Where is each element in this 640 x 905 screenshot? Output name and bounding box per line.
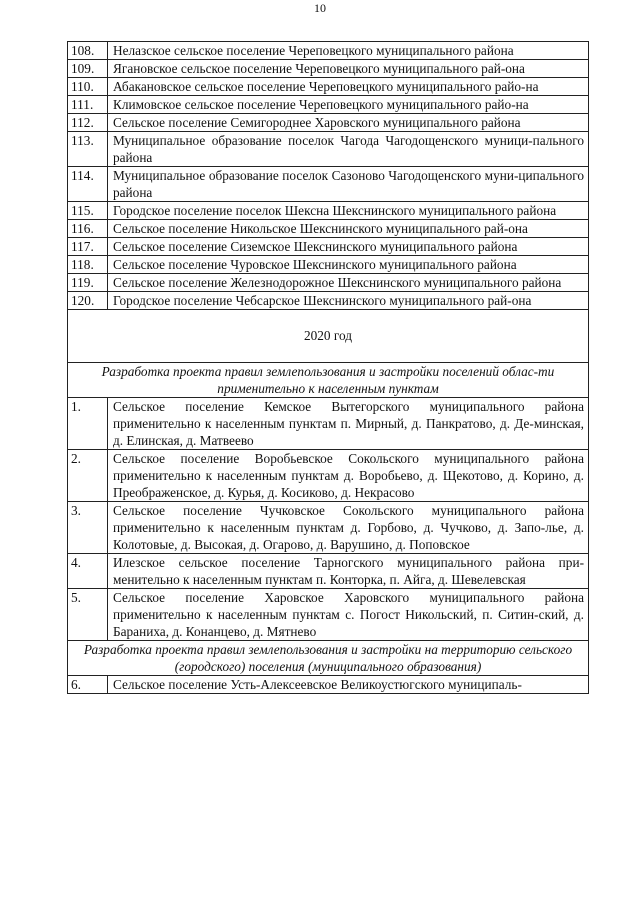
table-row bbox=[68, 554, 589, 589]
row-text: Сельское поселение Никольское Шекснинского муниципального рай-она bbox=[108, 220, 589, 238]
row-number: 109. bbox=[68, 60, 108, 78]
year-row bbox=[68, 310, 589, 363]
row-number: 112. bbox=[68, 114, 108, 132]
row-number: 118. bbox=[68, 256, 108, 274]
table-row bbox=[68, 78, 589, 96]
table-row bbox=[68, 238, 589, 256]
table-row bbox=[68, 60, 589, 78]
year-heading: 2020 год bbox=[68, 310, 589, 363]
row-text: Сельское поселение Кемское Вытегорского муниципального района применительно к населенным пунктам п. Мирный, д. Панкратово, д. Де-минская, д. Елинская, д. Матвеево bbox=[108, 398, 589, 450]
section-1-title: Разработка проекта правил землепользования и застройки поселений облас-ти применительно к населенным пунктам bbox=[68, 363, 589, 398]
section-2-row bbox=[68, 641, 589, 676]
row-number: 119. bbox=[68, 274, 108, 292]
table-row bbox=[68, 256, 589, 274]
table-row bbox=[68, 502, 589, 554]
table-row bbox=[68, 167, 589, 202]
table-row bbox=[68, 202, 589, 220]
row-text: Сельское поселение Семигороднее Харовского муниципального района bbox=[108, 114, 589, 132]
section-2 bbox=[68, 641, 589, 676]
row-number: 113. bbox=[68, 132, 108, 167]
table-row bbox=[68, 274, 589, 292]
table-row bbox=[68, 220, 589, 238]
section-1-row bbox=[68, 363, 589, 398]
row-number: 114. bbox=[68, 167, 108, 202]
row-text: Ягановское сельское поселение Череповецкого муниципального рай-она bbox=[108, 60, 589, 78]
row-number: 120. bbox=[68, 292, 108, 310]
row-text: Муниципальное образование поселок Чагода Чагодощенского муници-пального района bbox=[108, 132, 589, 167]
row-number: 5. bbox=[68, 589, 108, 641]
row-number: 116. bbox=[68, 220, 108, 238]
row-text: Сельское поселение Усть-Алексеевское Великоустюгского муниципаль- bbox=[108, 676, 589, 694]
row-text: Городское поселение Чебсарское Шекснинского муниципального рай-она bbox=[108, 292, 589, 310]
table-part-c bbox=[68, 676, 589, 694]
table-row bbox=[68, 589, 589, 641]
row-text: Сельское поселение Чуровское Шекснинского муниципального района bbox=[108, 256, 589, 274]
table-part-a bbox=[68, 42, 589, 310]
row-number: 108. bbox=[68, 42, 108, 60]
table-row bbox=[68, 132, 589, 167]
row-number: 117. bbox=[68, 238, 108, 256]
row-text: Сельское поселение Харовское Харовского муниципального района применительно к населенным пунктам с. Погост Никольский, п. Ситин-ский, д. Бараниха, д. Конанцево, д. Мятнево bbox=[108, 589, 589, 641]
section-2-title: Разработка проекта правил землепользования и застройки на территорию сельского (городского) поселения (муниципального образования) bbox=[68, 641, 589, 676]
table-part-b bbox=[68, 398, 589, 641]
row-number: 110. bbox=[68, 78, 108, 96]
row-number: 1. bbox=[68, 398, 108, 450]
row-text: Сельское поселение Чучковское Сокольского муниципального района применительно к населенным пунктам д. Горбово, д. Чучково, д. Запо-лье, д. Колотовые, д. Высокая, д. Огарово, д. Варушино, д. Поповское bbox=[108, 502, 589, 554]
row-text: Нелазское сельское поселение Череповецкого муниципального района bbox=[108, 42, 589, 60]
row-text: Сельское поселение Железнодорожное Шекснинского муниципального района bbox=[108, 274, 589, 292]
row-text: Муниципальное образование поселок Сазоново Чагодощенского муни-ципального района bbox=[108, 167, 589, 202]
table-row bbox=[68, 450, 589, 502]
table-row bbox=[68, 398, 589, 450]
year-section bbox=[68, 310, 589, 398]
table-row bbox=[68, 42, 589, 60]
page-number: 10 bbox=[314, 1, 326, 15]
table-row bbox=[68, 114, 589, 132]
row-text: Абакановское сельское поселение Череповецкого муниципального райо-на bbox=[108, 78, 589, 96]
row-number: 111. bbox=[68, 96, 108, 114]
table-row bbox=[68, 96, 589, 114]
row-number: 6. bbox=[68, 676, 108, 694]
row-text: Сельское поселение Воробьевское Сокольского муниципального района применительно к населенным пунктам д. Воробьево, д. Щекотово, д. Корино, д. Преображенское, д. Курья, д. Косиково, д. Некрасово bbox=[108, 450, 589, 502]
table-row bbox=[68, 676, 589, 694]
municipality-table bbox=[67, 41, 589, 694]
table-row bbox=[68, 292, 589, 310]
row-number: 3. bbox=[68, 502, 108, 554]
row-number: 4. bbox=[68, 554, 108, 589]
row-text: Илезское сельское поселение Тарногского муниципального района при-менительно к населенным пунктам п. Конторка, п. Айга, д. Шевелевская bbox=[108, 554, 589, 589]
row-text: Городское поселение поселок Шексна Шекснинского муниципального района bbox=[108, 202, 589, 220]
row-text: Климовское сельское поселение Череповецкого муниципального райо-на bbox=[108, 96, 589, 114]
row-number: 115. bbox=[68, 202, 108, 220]
row-text: Сельское поселение Сиземское Шекснинского муниципального района bbox=[108, 238, 589, 256]
row-number: 2. bbox=[68, 450, 108, 502]
